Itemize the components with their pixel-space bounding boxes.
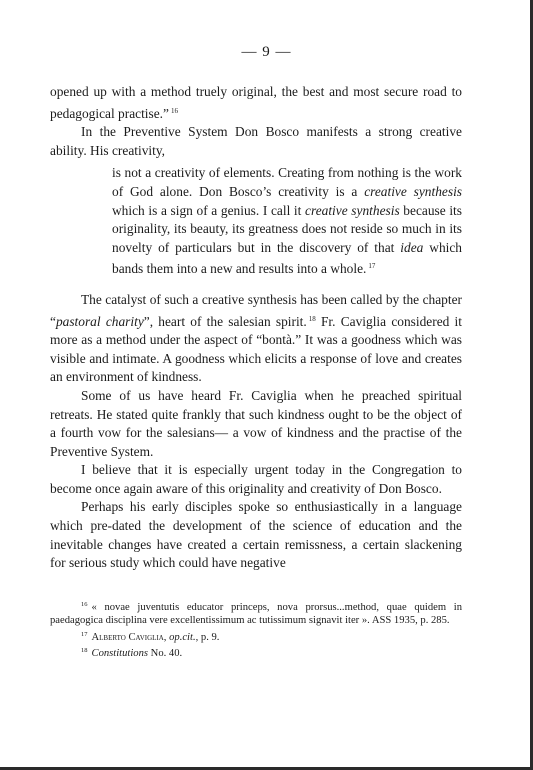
- footnote-18: $^{18}$ Constitutions No. 40.: [81, 647, 183, 660]
- paragraph-5: I believe that it is especially urgent today in the Congregation to become once again aware of this originality and creativity of Don Bosco.: [50, 462, 462, 496]
- paragraph-3: The catalyst of such a creative synthesis has been called by the chapter “pastoral charity”, heart of the salesian spirit. $^{18}$ Fr. Caviglia considered it more as a method under the aspect of “bontà.” It was a goodness which was visible and intimate. A goodness which elicits a response of love and creates an environment of kindness.: [50, 291, 462, 385]
- paragraph-6: Perhaps his early disciples spoke so enthusiastically in a language which pre-dated the development of the science of education and the inevitable changes have created a certain remissness, a certain slackening for serious study which could have negative: [50, 499, 462, 571]
- main-text: [50, 83, 462, 573]
- page-number: — 9 —: [241, 44, 292, 60]
- paragraph-4: Some of us have heard Fr. Caviglia when he preached spiritual retreats. He stated quite frankly that such kindness ought to be the object of a fourth vow for the salesians— a vow of kindness and the practise of the Preventive System.: [50, 387, 462, 459]
- footnote-ref-17: 17: [368, 262, 376, 271]
- paragraph-2: In the Preventive System Don Bosco manifests a strong creative ability. His creativity,: [50, 124, 462, 158]
- footnotes: [50, 598, 462, 661]
- block-quote: is not a creativity of elements. Creating from nothing is the work of God alone. Don Bosco’s creativity is a creative synthesis which is a sign of a genius. I call it creative synthesis because its originality, its beauty, its greatness does not reside so much in its novelty of particulars but in the discovery of that idea which bands them into a new and results into a whole. $^{17}$: [112, 165, 463, 277]
- footnote-ref-18: 18: [308, 314, 316, 323]
- footnote-16: $^{16}$ « novae juventutis educator princeps, nova prorsus...method, quae quidem in paedagogica disciplina vere excellentissimum ac tutissimum signavit iter ». ASS 1935, p. 285.: [50, 601, 462, 627]
- paragraph-1: opened up with a method truely original, the best and most secure road to pedagogical practise.” $^{16}$: [50, 84, 462, 121]
- footnote-ref-16: 16: [170, 106, 178, 115]
- footnote-17: $^{17}$ Alberto Caviglia, op.cit., p. 9.: [81, 630, 220, 643]
